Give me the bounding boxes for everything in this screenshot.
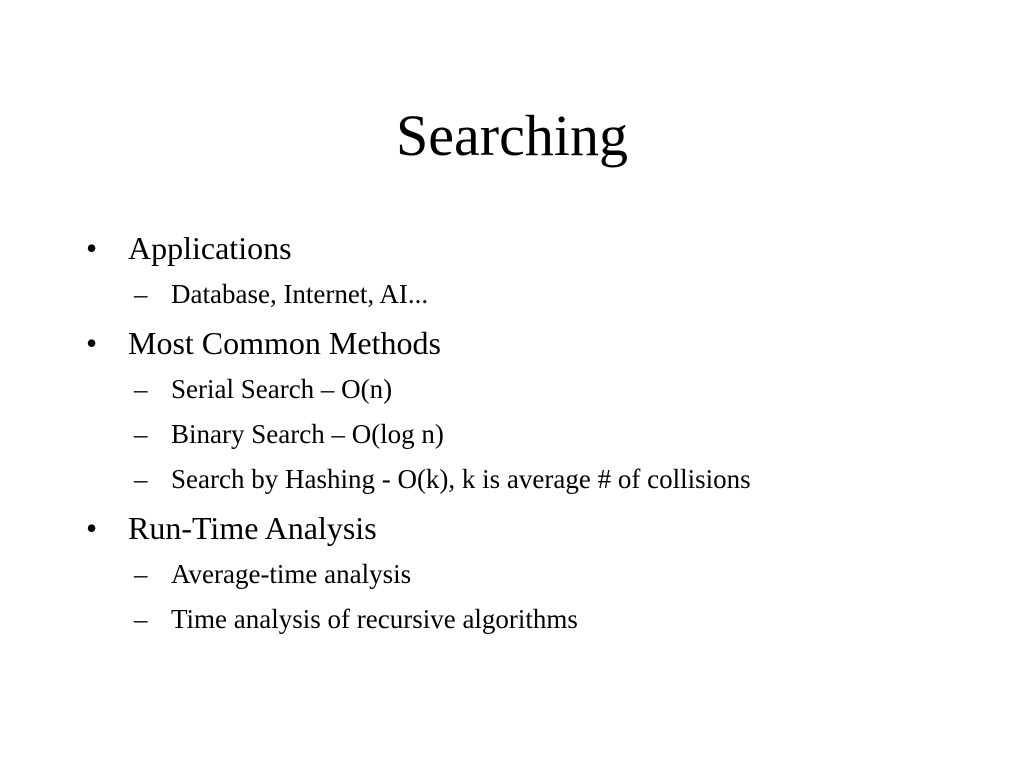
sub-item xyxy=(134,272,984,317)
bullet-icon: • xyxy=(86,325,98,361)
sub-item xyxy=(134,412,984,457)
sub-item-text: Search by Hashing - O(k), k is average # of collisions xyxy=(171,464,751,494)
bullet-text: Most Common Methods xyxy=(128,325,441,361)
sub-item xyxy=(134,597,984,642)
sub-list xyxy=(84,367,984,504)
dash-icon: – xyxy=(134,559,148,589)
bullet-row xyxy=(84,224,984,272)
dash-icon: – xyxy=(134,604,148,634)
bullet-item-applications xyxy=(84,224,984,319)
sub-item xyxy=(134,457,984,502)
bullet-item-runtime xyxy=(84,504,984,644)
bullet-list xyxy=(84,224,984,644)
bullet-icon: • xyxy=(86,230,98,266)
sub-list xyxy=(84,272,984,319)
sub-item xyxy=(134,552,984,597)
bullet-icon: • xyxy=(86,510,98,546)
dash-icon: – xyxy=(134,419,148,449)
sub-item-text: Time analysis of recursive algorithms xyxy=(171,604,578,634)
sub-item-text: Average-time analysis xyxy=(171,559,412,589)
bullet-text: Applications xyxy=(128,230,292,266)
dash-icon: – xyxy=(134,279,148,309)
bullet-text: Run-Time Analysis xyxy=(128,510,377,546)
sub-item xyxy=(134,367,984,412)
sub-list xyxy=(84,552,984,644)
sub-item-text: Serial Search – O(n) xyxy=(171,374,393,404)
bullet-item-methods xyxy=(84,319,984,504)
dash-icon: – xyxy=(134,374,148,404)
dash-icon: – xyxy=(134,464,148,494)
sub-item-text: Database, Internet, AI... xyxy=(171,279,429,309)
slide-title: Searching xyxy=(396,103,628,168)
bullet-row xyxy=(84,319,984,367)
bullet-row xyxy=(84,504,984,552)
sub-item-text: Binary Search – O(log n) xyxy=(171,419,444,449)
